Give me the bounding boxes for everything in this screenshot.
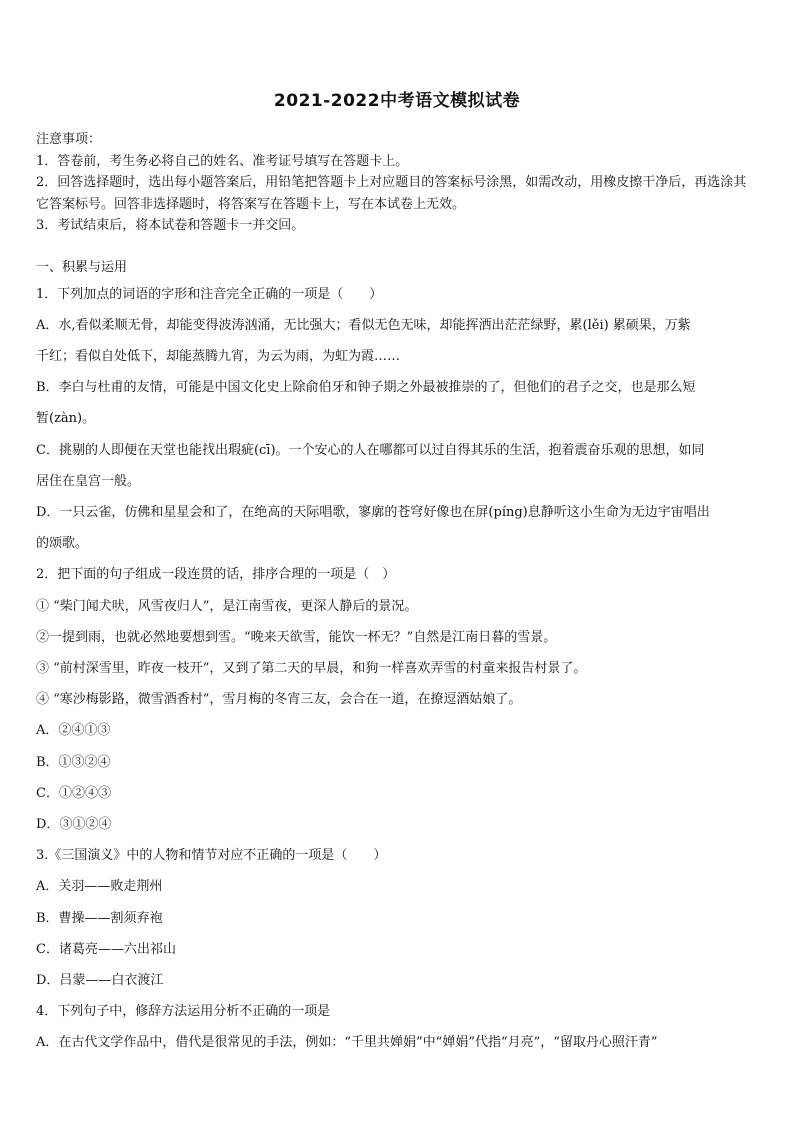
option-line: A．关羽——败走荆州 <box>36 879 163 895</box>
option-line: C．①②④③ <box>36 785 111 801</box>
question-line: 居住在皇宫一般。 <box>36 473 141 489</box>
option-line: D．吕蒙——白衣渡江 <box>36 972 164 988</box>
question-line: ③ “前村深雪里，昨夜一枝开”，又到了第二天的早晨，和狗一样喜欢弄雪的村童来报告村景了。 <box>36 660 587 676</box>
question-line: ②一提到雨，也就必然地要想到雪。“晚来天欲雪，能饮一杯无？”自然是江南日暮的雪景。 <box>36 629 557 645</box>
exam-page <box>36 86 758 1059</box>
notes-block <box>36 129 758 237</box>
question-line: 千红；看似自处低下，却能蒸腾九宵，为云为雨，为虹为霞…… <box>36 348 401 364</box>
question-line: 2．把下面的句子组成一段连贯的话，排序合理的一项是（ ） <box>36 567 396 583</box>
notes-heading: 注意事项： <box>36 132 102 147</box>
option-line: B．①③②④ <box>36 754 111 770</box>
question-line: B．李白与杜甫的友情，可能是中国文化史上除俞伯牙和钟子期之外最被推崇的了，但他们的君子之交，也是那么短 <box>36 380 696 396</box>
question-line: 暂(zàn)。 <box>36 411 96 427</box>
question-line: A．在古代文学作品中，借代是很常见的手法，例如：“千里共婵娟”中“婵娟”代指“月亮”，“留取丹心照汗青” <box>36 1035 658 1051</box>
option-line: D．③①②④ <box>36 816 112 832</box>
question-line: ① “柴门闻犬吠，风雪夜归人”，是江南雪夜，更深人静后的景况。 <box>36 598 418 614</box>
question-line: A．水,看似柔顺无骨，却能变得波涛汹涌，无比强大；看似无色无味，却能挥洒出茫茫绿野，累(lěi) 累硕果，万紫 <box>36 317 691 333</box>
question-line: 4．下列句子中，修辞方法运用分析不正确的一项是 <box>36 1004 331 1020</box>
question-line: C．挑剔的人即便在天堂也能找出瑕疵(cī)。一个安心的人在哪都可以过自得其乐的生活，抱着震奋乐观的思想，如同 <box>36 442 705 458</box>
note-item: 2．回答选择题时，选出每小题答案后，用铅笔把答题卡上对应题目的答案标号涂黑，如需改动，用橡皮擦干净后，再选涂其它答案标号。回答非选择题时，将答案写在答题卡上，写在本试卷上无效。 <box>36 175 747 212</box>
exam-title: 2021-2022中考语文模拟试卷 <box>273 91 521 111</box>
option-line: A．②④①③ <box>36 723 111 739</box>
questions <box>36 279 758 1059</box>
note-item: 3．考试结束后，将本试卷和答题卡一并交回。 <box>36 218 305 233</box>
question-line: 3.《三国演义》中的人物和情节对应不正确的一项是（ ） <box>36 848 387 864</box>
question-line: ④ “寒沙梅影路，微雪酒香村”，雪月梅的冬宵三友，会合在一道，在撩逗酒姑娘了。 <box>36 692 522 708</box>
note-item: 1．答卷前，考生务必将自己的姓名、准考证号填写在答题卡上。 <box>36 153 409 169</box>
section-title: 一、积累与运用 <box>36 259 128 275</box>
question-line: 的颂歌。 <box>36 536 89 552</box>
question-line: D．一只云雀，仿佛和星星会和了，在绝高的天际唱歌，寥廓的苍穹好像也在屏(píng)息静听这小生命为无边宇宙唱出 <box>36 504 710 520</box>
question-line: 1．下列加点的词语的字形和注音完全正确的一项是（ ） <box>36 286 383 302</box>
option-line: B．曹操——割须弃袍 <box>36 910 163 926</box>
option-line: C．诸葛亮——六出祁山 <box>36 941 176 957</box>
